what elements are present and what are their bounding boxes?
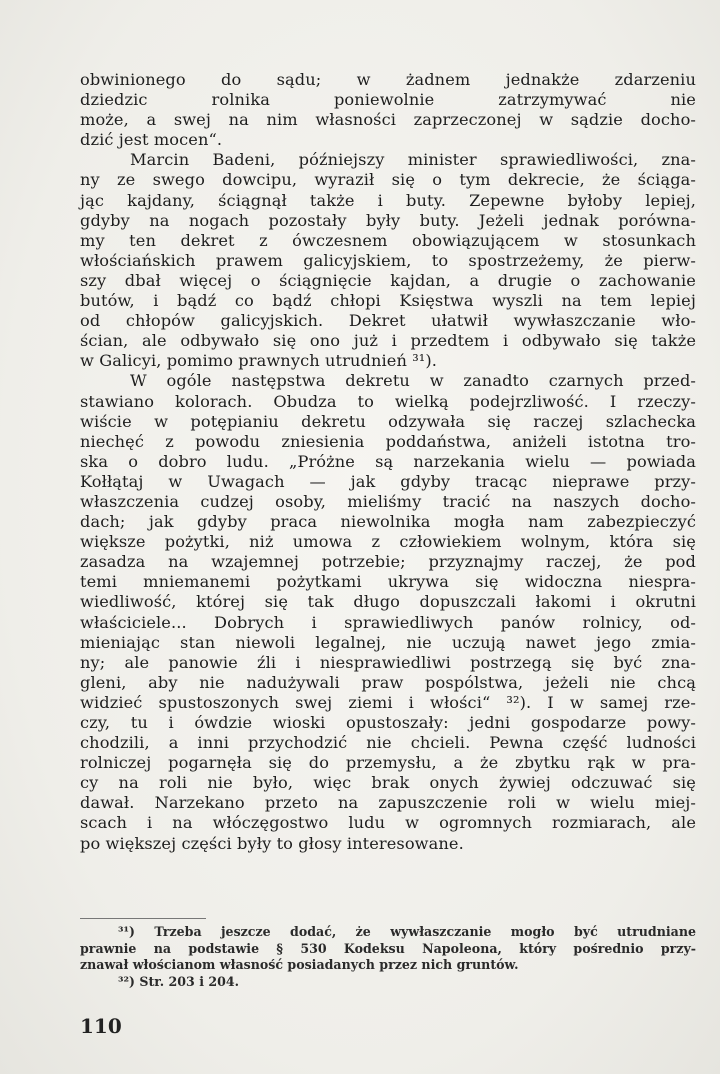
text-line: może, a swej na nim własności zaprzeczonej w sądzie docho- (80, 110, 696, 130)
text-line: temi mniemanemi pożytkami ukrywa się widoczna niespra- (80, 572, 696, 592)
text-line: w Galicyi, pomimo prawnych utrudnień ³¹). (80, 351, 438, 371)
text-line: gdyby na nogach pozostały były buty. Jeżeli jednak porówna- (80, 210, 696, 230)
text-line: widzieć spustoszonych swej ziemi i włości“ ³²). I w samej rze- (80, 692, 696, 712)
page-number: 110 (80, 1014, 122, 1038)
text-line: zasadza na wzajemnej potrzebie; przyznajmy raczej, że pod (80, 552, 696, 572)
text-line: większe pożytki, niż umowa z człowiekiem wolnym, która się (80, 532, 696, 552)
text-line: od chłopów galicyjskich. Dekret ułatwił wywłaszczanie wło- (80, 311, 696, 331)
footnote-line: ³¹) Trzeba jeszcze dodać, że wywłaszczanie mogło być utrudniane (118, 924, 696, 939)
text-line: butów, i bądź co bądź chłopi Księstwa wyszli na tem lepiej (80, 291, 696, 311)
footnote-separator (80, 918, 206, 919)
body-text (80, 70, 696, 854)
footnote-line: znawał włościanom własność posiadanych przez nich gruntów. (80, 957, 519, 972)
text-line: chodzili, a inni przychodzić nie chcieli. Pewna część ludności (80, 733, 696, 753)
text-line: wiście w potępianiu dekretu odzywała się raczej szlachecka (80, 411, 696, 431)
text-line: ścian, ale odbywało się ono już i przedtem i odbywało się także (80, 331, 696, 351)
text-line: obwinionego do sądu; w żadnem jednakże zdarzeniu (80, 70, 696, 89)
text-line: stawiano kolorach. Obudza to wielką podejrzliwość. I rzeczy- (80, 391, 696, 411)
text-line: dzić jest mocen“. (80, 130, 223, 150)
paragraph-start-line: W ogóle następstwa dekretu w zanadto czarnych przed- (130, 371, 696, 391)
text-line: ny; ale panowie źli i niesprawiedliwi postrzegą się być zna- (80, 652, 696, 672)
text-line: ska o dobro ludu. „Próżne są narzekania wielu — powiada (80, 451, 696, 471)
text-line: dawał. Narzekano przeto na zapuszczenie roli w wielu miej- (80, 793, 696, 813)
text-line: ny ze swego dowcipu, wyraził się o tym dekrecie, że ściąga- (80, 170, 696, 190)
text-line: dach; jak gdyby praca niewolnika mogła nam zabezpieczyć (80, 512, 696, 532)
footnote-line: ³²) Str. 203 i 204. (118, 973, 240, 989)
text-line: włościańskich prawem galicyjskiem, to spostrzeżemy, że pierw- (80, 250, 696, 270)
text-line: szy dbał więcej o ściągnięcie kajdan, a drugie o zachowanie (80, 270, 696, 290)
paragraph-start-line: Marcin Badeni, późniejszy minister sprawiedliwości, zna- (130, 150, 696, 170)
text-line: dziedzic rolnika poniewolnie zatrzymywać nie (80, 90, 696, 110)
text-line: jąc kajdany, ściągnął także i buty. Zepewne byłoby lepiej, (80, 190, 696, 210)
text-line: wiedliwość, której się tak długo dopuszczali łakomi i okrutni (80, 592, 696, 612)
text-line: my ten dekret z ówczesnem obowiązującem w stosunkach (80, 230, 696, 250)
text-line: właszczenia cudzej osoby, mieliśmy tracić na naszych docho- (80, 491, 696, 511)
footnote-line: prawnie na podstawie § 530 Kodeksu Napoleona, który pośrednio przy- (80, 940, 696, 956)
text-line: scach i na włóczęgostwo ludu w ogromnych rozmiarach, ale (80, 813, 696, 833)
text-line: niechęć z powodu zniesienia poddaństwa, aniżeli istotna tro- (80, 431, 696, 451)
footnotes (80, 924, 696, 990)
text-line: rolniczej pogarnęła się do przemysłu, a że zbytku rąk w pra- (80, 753, 696, 773)
text-line: właściciele... Dobrych i sprawiedliwych panów rolnicy, od- (80, 612, 696, 632)
text-line: Kołłątaj w Uwagach — jak gdyby tracąc nieprawe przy- (80, 471, 696, 491)
text-line: cy na roli nie było, więc brak onych żywiej odczuwać się (80, 773, 696, 793)
text-line: czy, tu i ówdzie wioski opustoszały: jedni gospodarze powy- (80, 713, 696, 732)
text-line: po większej części były to głosy interesowane. (80, 833, 464, 853)
text-line: gleni, aby nie nadużywali praw pospólstwa, jeżeli nie chcą (80, 672, 696, 692)
text-line: mieniając stan niewoli legalnej, nie uczują nawet jego zmia- (80, 632, 696, 652)
